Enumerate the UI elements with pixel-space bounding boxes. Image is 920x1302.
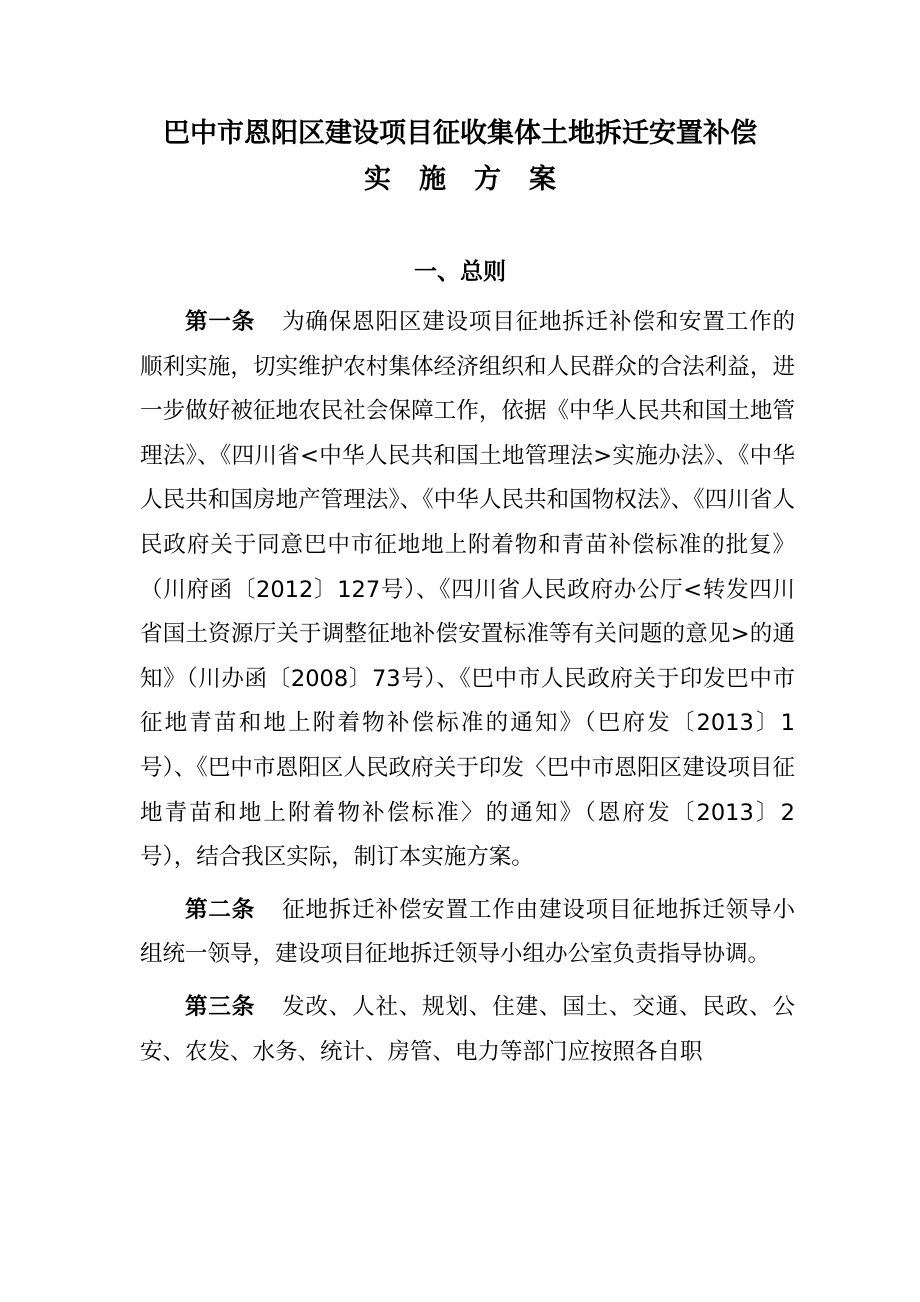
article-3 (140, 985, 795, 1074)
article-1 (140, 300, 795, 880)
article-label: 第二条 (185, 896, 256, 923)
section-heading: 一、总则 (414, 259, 506, 285)
article-label: 第一条 (185, 309, 256, 335)
document-body (140, 300, 795, 1074)
document-title: 巴中市恩阳区建设项目征收集体土地拆迁安置补偿 (163, 118, 757, 149)
article-label: 第三条 (185, 993, 256, 1020)
article-text: 为确保恩阳区建设项目征地拆迁补偿和安置工作的顺利实施，切实维护农村集体经济组织和人民群众的合法利益，进一步做好被征地农民社会保障工作，依据《中华人民共和国土地管理法》、《四川省<中华人民共和国土地管理法>实施办法》、《中华人民共和国房地产管理法》、《中华人民共和国物权法》、《四川省人民政府关于同意巴中市征地地上附着物和青苗补偿标准的批复》（川府函〔2012〕127号）、《四川省人民政府办公厅<转发四川省国土资源厅关于调整征地补偿安置标准等有关问题的意见>的通知》（川办函〔2008〕73号）、《巴中市人民政府关于印发巴中市征地青苗和地上附着物补偿标准的通知》（巴府发〔2013〕1号）、《巴中市恩阳区人民政府关于印发〈巴中市恩阳区建设项目征地青苗和地上附着物补偿标准〉的通知》（恩府发〔2013〕2号），结合我区实际，制订本实施方案。 (140, 309, 795, 871)
article-text: 发改、人社、规划、住建、国土、交通、民政、公安、农发、水务、统计、房管、电力等部门应按照各自职 (140, 993, 795, 1065)
article-2 (140, 888, 795, 977)
article-text: 征地拆迁补偿安置工作由建设项目征地拆迁领导小组统一领导，建设项目征地拆迁领导小组办公室负责指导协调。 (140, 896, 795, 968)
document-subtitle: 实施方案 (364, 164, 584, 195)
